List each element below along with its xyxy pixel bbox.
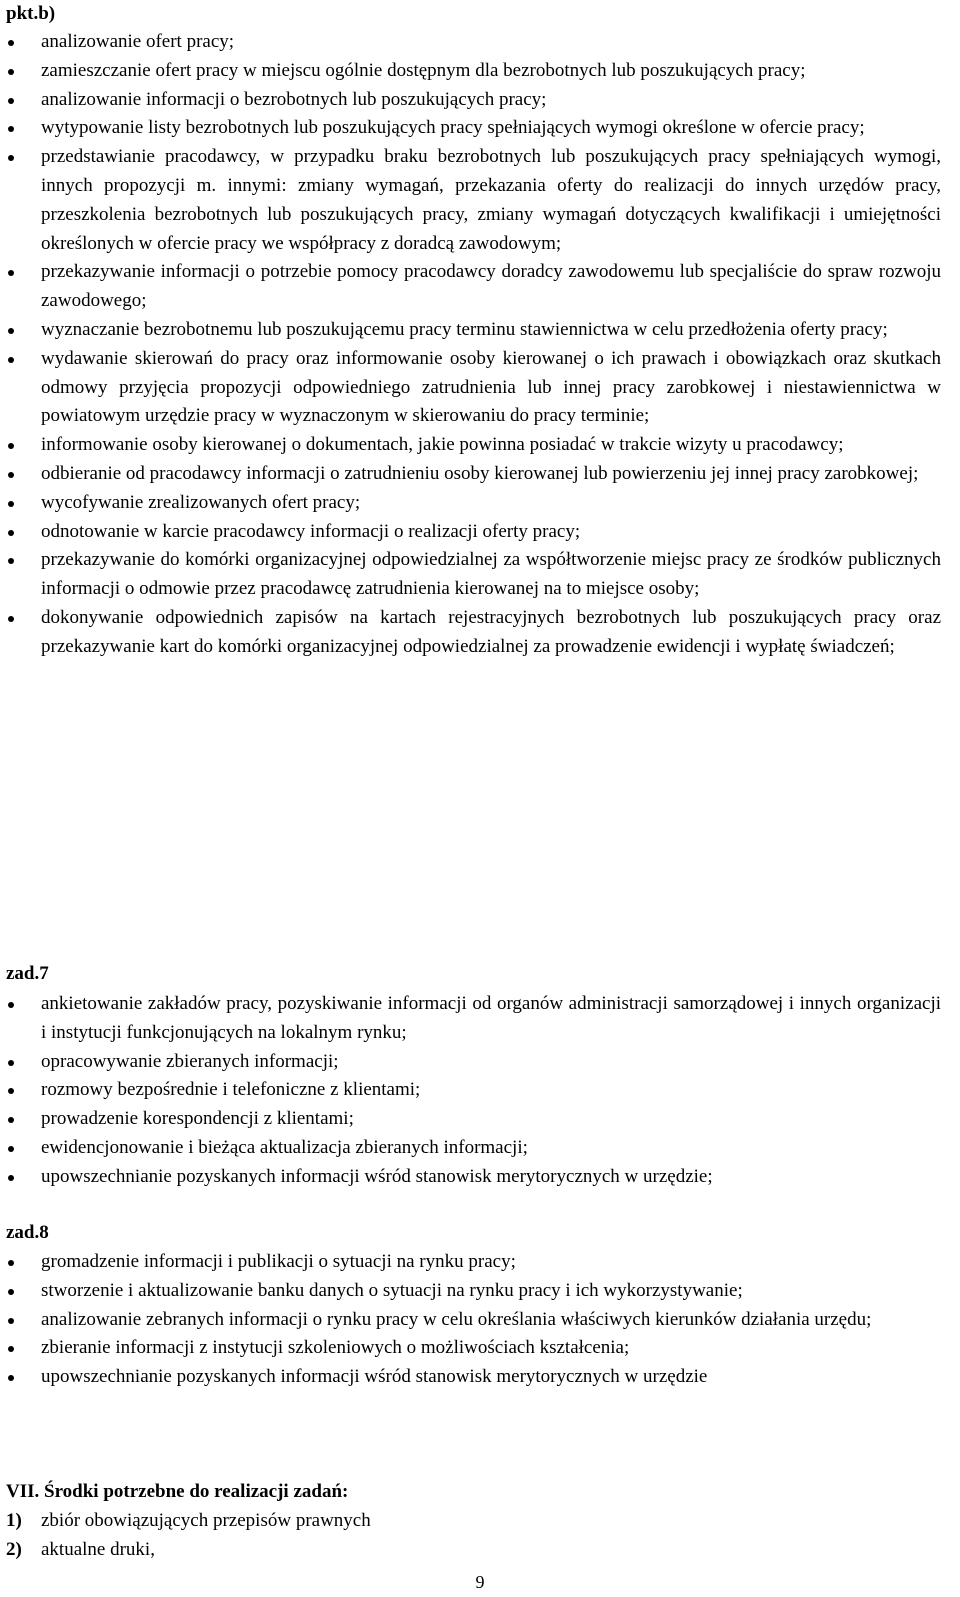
section-vii-heading: VII. Środki potrzebne do realizacji zadań: [6,1481,349,1502]
list-item: analizowanie informacji o bezrobotnych lub poszukujących pracy; [41,86,941,115]
list-item: upowszechnianie pozyskanych informacji wśród stanowisk merytorycznych w urzędzie; [41,1163,941,1192]
list-item-text: zbiór obowiązujących przepisów prawnych [41,1510,371,1531]
list-item-text: aktualne druki, [41,1538,155,1560]
list-item: dokonywanie odpowiednich zapisów na kartach rejestracyjnych bezrobotnych lub poszukujących pracy oraz przekazywanie kart do komórki organizacyjnej odpowiedzialnej za prowadzenie ewidencji i wypłatę świadczeń; [41,604,941,662]
list-item: odnotowanie w karcie pracodawcy informacji o realizacji oferty pracy; [41,518,941,547]
list-item [6,1536,906,1565]
list-item: wydawanie skierowań do pracy oraz informowanie osoby kierowanej o ich prawach i obowiązkach oraz skutkach odmowy przyjęcia propozycji odpowiedniego zatrudnienia lub innej pracy zarobkowej i niestawiennictwa w powiatowym urzędzie pracy w wyznaczonym w skierowaniu do pracy terminie; [41,345,941,431]
section-8-heading: zad.8 [6,1222,49,1243]
list-item: wyznaczanie bezrobotnemu lub poszukującemu pracy terminu stawiennictwa w celu przedłożenia oferty pracy; [41,316,941,345]
list-item-number: 1) [6,1510,22,1531]
list-item: informowanie osoby kierowanej o dokumentach, jakie powinna posiadać w trakcie wizyty u pracodawcy; [41,431,941,460]
list-item: opracowywanie zbieranych informacji; [41,1048,941,1077]
list-item: wytypowanie listy bezrobotnych lub poszukujących pracy spełniających wymogi określone w ofercie pracy; [41,114,941,143]
list-item: przekazywanie do komórki organizacyjnej odpowiedzialnej za współtworzenie miejsc pracy ze środków publicznych informacji o odmowie przez pracodawcę zatrudnienia kierowanej na to miejsce osoby; [41,546,941,604]
page-number: 9 [475,1572,485,1592]
list-item: przedstawianie pracodawcy, w przypadku braku bezrobotnych lub poszukujących pracy spełniających wymogi, innych propozycji m. innymi: zmiany wymagań, przekazania oferty do realizacji do innych urzędów pracy, przeszkolenia bezrobotnych lub poszukujących pracy, zmiany wymagań dotyczących kwalifikacji i umiejętności określonych w ofercie pracy we współpracy z doradcą zawodowym; [41,143,941,258]
list-item: rozmowy bezpośrednie i telefoniczne z klientami; [41,1076,941,1105]
list-item: upowszechnianie pozyskanych informacji wśród stanowisk merytorycznych w urzędzie [41,1363,941,1392]
section-8-list [41,1248,941,1392]
section-b-heading: pkt.b) [6,3,56,24]
section-vii-list [6,1507,906,1565]
list-item: gromadzenie informacji i publikacji o sytuacji na rynku pracy; [41,1248,941,1277]
section-b-list [41,28,941,662]
list-item: odbieranie od pracodawcy informacji o zatrudnieniu osoby kierowanej lub powierzeniu jej innej pracy zarobkowej; [41,460,941,489]
list-item: wycofywanie zrealizowanych ofert pracy; [41,489,941,518]
list-item: przekazywanie informacji o potrzebie pomocy pracodawcy doradcy zawodowemu lub specjaliście do spraw rozwoju zawodowego; [41,258,941,316]
list-item: analizowanie zebranych informacji o rynku pracy w celu określania właściwych kierunków działania urzędu; [41,1306,941,1335]
list-item: ankietowanie zakładów pracy, pozyskiwanie informacji od organów administracji samorządowej i innych organizacji i instytucji funkcjonujących na lokalnym rynku; [41,990,941,1048]
list-item: prowadzenie korespondencji z klientami; [41,1105,941,1134]
list-item: analizowanie ofert pracy; [41,28,941,57]
list-item-number: 2) [6,1538,22,1560]
list-item [6,1507,906,1536]
list-item: stworzenie i aktualizowanie banku danych o sytuacji na rynku pracy i ich wykorzystywanie; [41,1277,941,1306]
list-item: zbieranie informacji z instytucji szkoleniowych o możliwościach kształcenia; [41,1334,941,1363]
section-7-heading: zad.7 [6,963,49,984]
list-item: zamieszczanie ofert pracy w miejscu ogólnie dostępnym dla bezrobotnych lub poszukujących pracy; [41,57,941,86]
section-7-list [41,990,941,1192]
list-item: ewidencjonowanie i bieżąca aktualizacja zbieranych informacji; [41,1134,941,1163]
